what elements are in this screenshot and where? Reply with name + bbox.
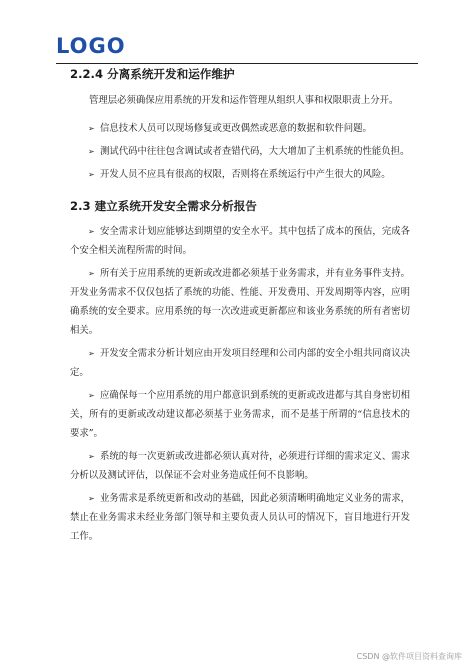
document-body [70,64,410,550]
list-item: ➢ 应确保每一个应用系统的用户都意识到系统的更新或改进都与其自身密切相关，所有的更新或改动建议都必须基于业务需求，而不是基于所谓的“信息技术的要求”。 [70,386,410,443]
csdn-watermark: CSDN @软件项目资料查询库 [356,652,462,661]
arrow-bullet-icon: ➢ [88,452,95,461]
list-item: ➢ 开发人员不应具有很高的权限，否则将在系统运行中产生很大的风险。 [70,165,410,184]
list-item: ➢ 开发安全需求分析计划应由开发项目经理和公司内部的安全小组共同商议决定。 [70,344,410,382]
section-intro: 管理层必须确保应用系统的开发和运作管理从组织人事和权限职责上分开。 [89,95,399,106]
section-heading-2-3: 2.3 建立系统开发安全需求分析报告 [70,199,257,213]
arrow-bullet-icon: ➢ [88,124,95,133]
list-item: ➢ 安全需求计划应能够达到期望的安全水平。其中包括了成本的预估，完成各个安全相关流程所需的时间。 [70,222,410,260]
arrow-bullet-icon: ➢ [88,170,95,179]
list-item: ➢ 测试代码中往往包含调试或者查错代码，大大增加了主机系统的性能负担。 [70,142,410,161]
arrow-bullet-icon: ➢ [88,391,95,400]
arrow-bullet-icon: ➢ [88,349,95,358]
arrow-bullet-icon: ➢ [88,269,95,278]
page-header [56,34,418,64]
arrow-bullet-icon: ➢ [88,494,95,503]
list-item: ➢ 业务需求是系统更新和改动的基础，因此必须清晰明确地定义业务的需求，禁止在业务需求未经业务部门领导和主要负责人员认可的情况下，盲目地进行开发工作。 [70,489,410,546]
arrow-bullet-icon: ➢ [88,227,95,236]
list-item: ➢ 所有关于应用系统的更新或改进都必须基于业务需求，并有业务事件支持。开发业务需求不仅仅包括了系统的功能、性能、开发费用、开发周期等内容，应明确系统的安全要求。应用系统的每一次改进或更新都应和该业务系统的所有者密切相关。 [70,264,410,340]
list-item: ➢ 信息技术人员可以现场修复或更改偶然或恶意的数据和软件问题。 [70,119,410,138]
bullet-list-1 [70,119,410,184]
company-logo: LOGO [56,34,126,58]
arrow-bullet-icon: ➢ [88,147,95,156]
section-heading-2-2-4: 2.2.4 分离系统开发和运作维护 [70,67,235,81]
list-item: ➢ 系统的每一次更新或改进都必须认真对待，必须进行详细的需求定义、需求分析以及测试评估，以保证不会对业务造成任何不良影响。 [70,447,410,485]
bullet-list-2 [70,222,410,546]
